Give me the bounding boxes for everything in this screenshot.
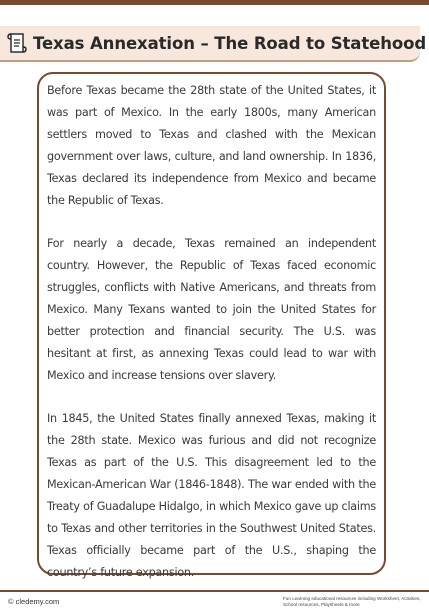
copyright-text: © cledemy.com — [8, 597, 60, 606]
reading-passage — [37, 72, 386, 579]
page-title: Texas Annexation – The Road to Statehood — [33, 34, 427, 53]
footer-divider — [0, 590, 429, 592]
top-accent-bar — [0, 0, 429, 5]
title-banner — [0, 26, 429, 62]
footer — [0, 585, 429, 615]
paragraph-1: Before Texas became the 28th state of the United States, it was part of Mexico. In the early 1800s, many American settlers moved to Texas and clashed with the Mexican government over laws, culture, and land ownership. In 1836, Texas declared its independence from Mexico and became the Republic of Texas. — [47, 84, 376, 207]
paragraph-3: In 1845, the United States finally annexed Texas, making it the 28th state. Mexico was furious and did not recognize Texas as part of the U.S. This disagreement led to the Mexican-American War (1846-1848). The war ended with the Treaty of Guadalupe Hidalgo, in which Mexico gave up claims to Texas and other territories in the Southwest United States. Texas officially became part of the U.S., shaping the country’s future expansion. — [47, 412, 376, 579]
footer-tagline: Fun Learning educational resources including Worksheet, Activities, School resources, Playsheets & more — [283, 596, 421, 607]
paragraph-2: For nearly a decade, Texas remained an independent country. However, the Republic of Texas faced economic struggles, conflicts with Native Americans, and threats from Mexico. Many Texans wanted to join the United States for better protection and financial security. The U.S. was hesitant at first, as annexing Texas could lead to war with Mexico and increase tensions over slavery. — [47, 237, 376, 382]
scroll-icon — [6, 31, 28, 55]
